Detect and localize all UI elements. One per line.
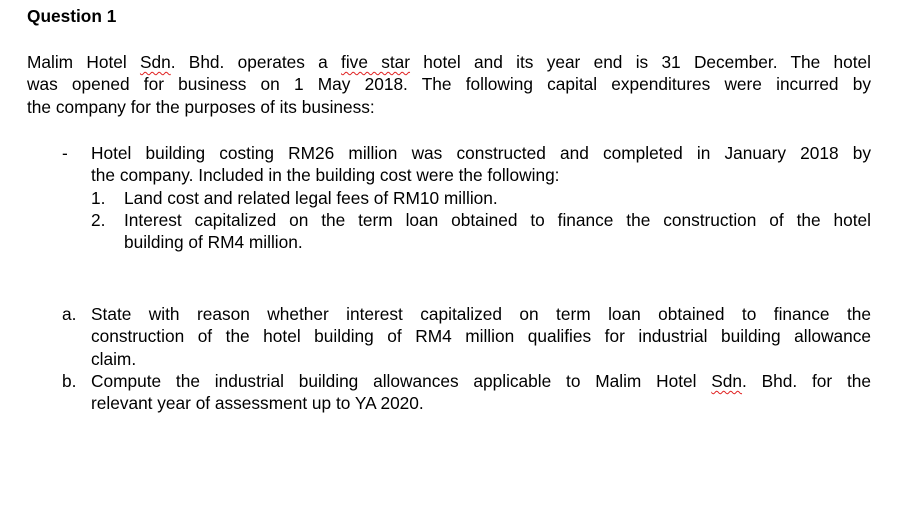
text-line: State with reason whether interest capitalized on term loan obtained to finance the [91,304,871,324]
bullet-text [91,142,871,187]
question-title: Question 1 [27,6,117,26]
spellcheck-underline: five star [341,52,411,72]
item-2-number: 2. [91,210,106,230]
text-line: Malim Hotel Sdn. Bhd. operates a five star hotel and its year end is 31 December. The hotel [27,52,871,72]
text-line: the company. Included in the building cost were the following: [91,165,560,186]
text-line: Hotel building costing RM26 million was constructed and completed in January 2018 by [91,143,871,163]
text-line: building of RM4 million. [124,232,303,253]
text-line: claim. [91,348,137,369]
text-line: Compute the industrial building allowances applicable to Malim Hotel Sdn. Bhd. for the [91,371,871,391]
text-line: Land cost and related legal fees of RM10 million. [124,187,498,208]
intro-paragraph [27,51,871,118]
item-2-text [124,209,871,254]
item-1-text [124,187,871,209]
text-line: the company for the purposes of its business: [27,96,375,117]
spellcheck-underline: Sdn [139,52,171,72]
question-b-label: b. [62,371,77,391]
question-a-label: a. [62,304,77,324]
text-line: relevant year of assessment up to YA 2020. [91,393,424,414]
text-line: Interest capitalized on the term loan obtained to finance the construction of the hotel [124,210,871,230]
text-line: was opened for business on 1 May 2018. The following capital expenditures were incurred by [27,74,871,95]
bullet-dash: - [62,143,68,163]
question-b-text [91,370,871,415]
question-a-text [91,303,871,370]
spellcheck-underline: Sdn [711,371,743,391]
item-1-number: 1. [91,187,106,208]
text-line: construction of the hotel building of RM4 million qualifies for industrial building allowance [91,326,871,347]
